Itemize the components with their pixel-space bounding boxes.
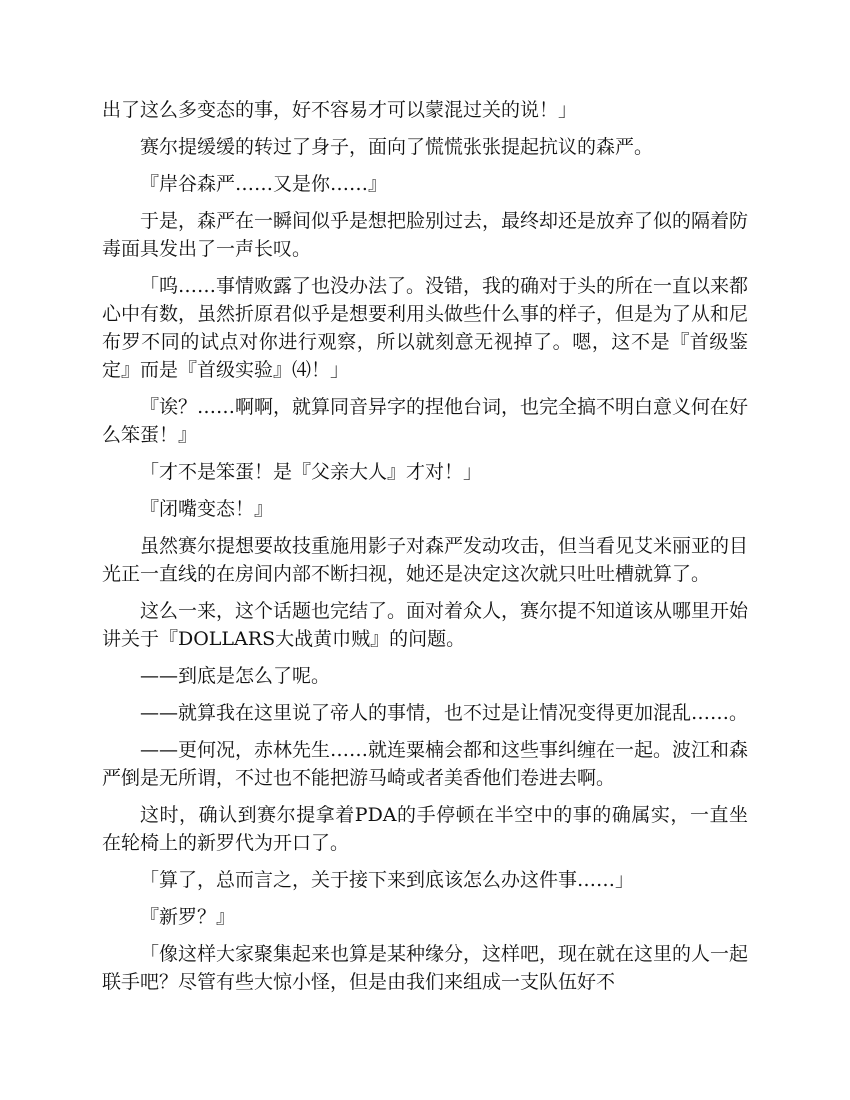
paragraph: 『岸谷森严……又是你……』 [140,173,388,195]
paragraph: 这时，确认到赛尔提拿着PDA的手停顿在半空中的事的确属实，一直坐在轮椅上的新罗代为开口了。 [102,804,748,854]
paragraph: 『闭嘴变态！』 [140,498,274,520]
paragraph-continued: 出了这么多变态的事，好不容易才可以蒙混过关的说！」 [102,99,578,121]
paragraph: ——就算我在这里说了帝人的事情，也不过是让情况变得更加混乱……。 [140,702,749,724]
paragraph: 『新罗？』 [140,906,236,928]
document-body [102,96,748,1005]
paragraph: 「算了，总而言之，关于接下来到底该怎么办这件事……」 [140,869,635,891]
paragraph: 虽然赛尔提想要故技重施用影子对森严发动攻击，但当看见艾米丽亚的目光正一直线的在房间内部不断扫视，她还是决定这次就只吐吐槽就算了。 [102,535,749,585]
paragraph: 这么一来，这个话题也完结了。面对着众人，赛尔提不知道该从哪里开始讲关于『DOLLARS大战黄巾贼』的问题。 [102,600,749,650]
paragraph: 于是，森严在一瞬间似乎是想把脸别过去，最终却还是放弃了似的隔着防毒面具发出了一声长叹。 [102,210,749,260]
paragraph: ——更何况，赤林先生……就连粟楠会都和这些事纠缠在一起。波江和森严倒是无所谓，不过也不能把游马崎或者美香他们卷进去啊。 [102,739,749,789]
paragraph: 「呜……事情败露了也没办法了。没错，我的确对于头的所在一直以来都心中有数，虽然折原君似乎是想要利用头做些什么事的样子，但是为了从和尼布罗不同的试点对你进行观察，所以就刻意无视掉了。嗯，这不是『首级鉴定』而是『首级实验』⑷！」 [102,275,749,381]
paragraph: ——到底是怎么了呢。 [140,665,331,687]
paragraph: 『诶？……啊啊，就算同音异字的捏他台词，也完全搞不明白意义何在好么笨蛋！』 [102,396,749,446]
paragraph: 「才不是笨蛋！是『父亲大人』才对！」 [140,461,483,483]
paragraph: 赛尔提缓缓的转过了身子，面向了慌慌张张提起抗议的森严。 [140,136,654,158]
paragraph: 「像这样大家聚集起来也算是某种缘分，这样吧，现在就在这里的人一起联手吧？尽管有些大惊小怪，但是由我们来组成一支队伍好不 [102,943,749,993]
